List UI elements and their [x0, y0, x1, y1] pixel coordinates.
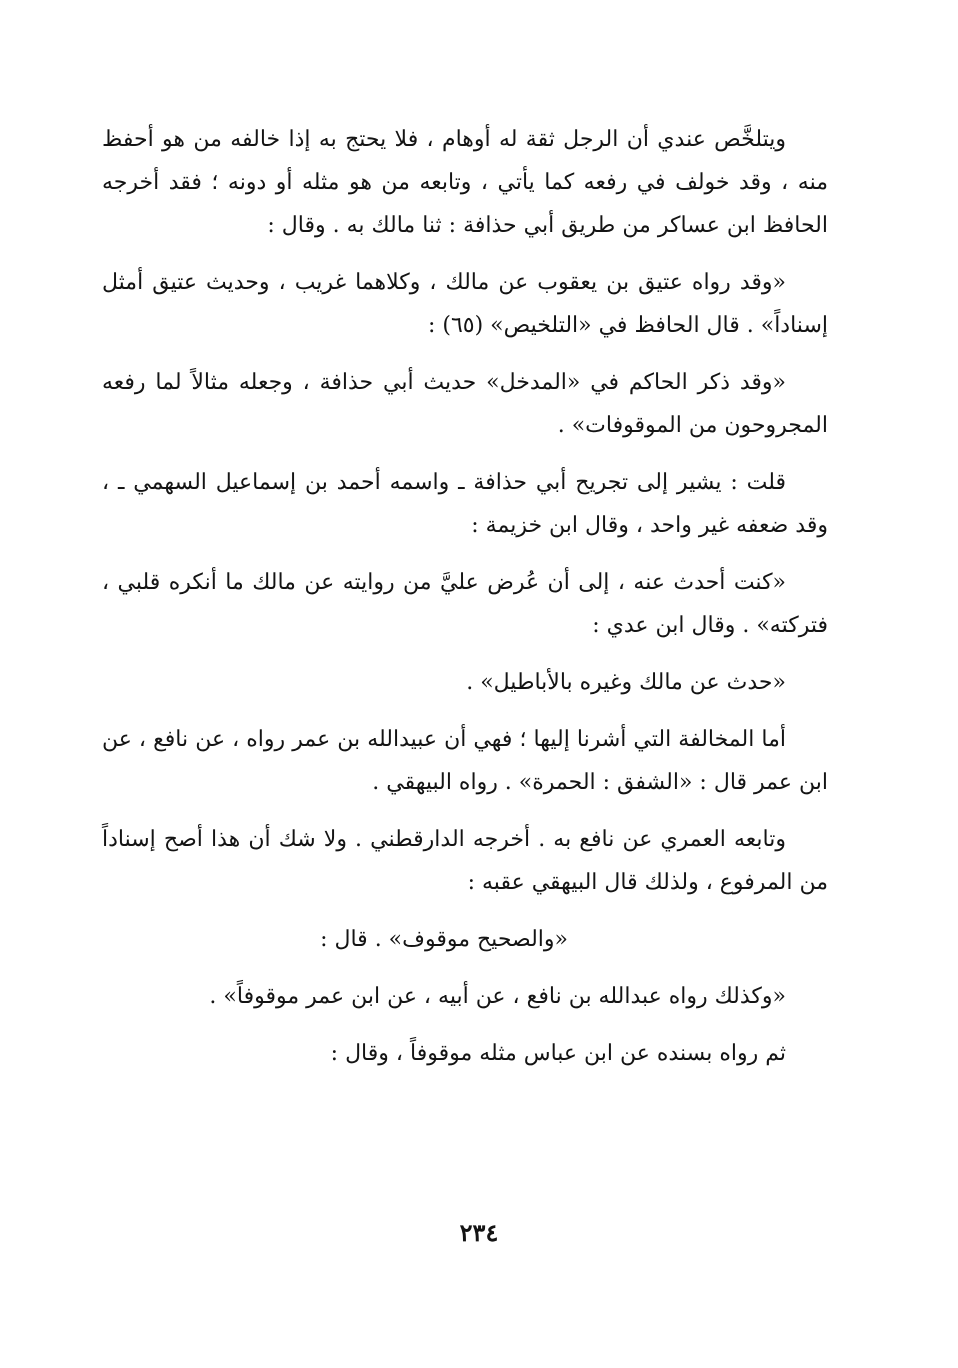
paragraph-11: ثم رواه بسنده عن ابن عباس مثله موقوفاً ، وقال :	[330, 1041, 786, 1066]
paragraph-2: «وقد رواه عتيق بن يعقوب عن مالك ، وكلاهما غريب ، وحديث عتيق أمثل إسناداً» . قال الحافظ في «التلخيص» (٦٥) :	[102, 270, 828, 338]
paragraph-7: أما المخالفة التي أشرنا إليها ؛ فهي أن عبيدالله بن عمر رواه ، عن نافع ، عن ابن عمر قال : «الشفق : الحمرة» . رواه البيهقي .	[102, 727, 828, 795]
paragraph-9: «والصحيح موقوف» . قال :	[320, 927, 568, 952]
paragraph-6: «حدث عن مالك وغيره بالأباطيل» .	[466, 670, 786, 695]
paragraph-8: وتابعه العمري عن نافع به . أخرجه الدارقطني . ولا شك أن هذا أصح إسناداً من المرفوع ، ولذلك قال البيهقي عقبه :	[102, 827, 828, 895]
paragraph-5: «كنت أحدث عنه ، إلى أن عُرض عليَّ من روايته عن مالك ما أنكره قلبي ، فتركته» . وقال ابن عدي :	[102, 570, 828, 638]
paragraph-10: «وكذلك رواه عبدالله بن نافع ، عن أبيه ، عن ابن عمر موقوفاً» .	[209, 984, 786, 1009]
paragraph-4: قلت : يشير إلى تجريح أبي حذافة ـ واسمه أحمد بن إسماعيل السهمي ـ ، وقد ضعفه غير واحد ، وقال ابن خزيمة :	[102, 470, 828, 538]
paragraph-3: «وقد ذكر الحاكم في «المدخل» حديث أبي حذافة ، وجعله مثالاً لما رفعه المجروحون من الموقوفات» .	[102, 370, 828, 438]
page-number: ٢٣٤	[459, 1218, 499, 1247]
body-text	[102, 118, 828, 1089]
paragraph-1: ويتلخَّص عندي أن الرجل ثقة له أوهام ، فلا يحتج به إذا خالفه من هو أحفظ منه ، وقد خولف في رفعه كما يأتي ، وتابعه من هو مثله أو دونه ؛ فقد أخرجه الحافظ ابن عساكر من طريق أبي حذافة : ثنا مالك به . وقال :	[102, 127, 828, 238]
